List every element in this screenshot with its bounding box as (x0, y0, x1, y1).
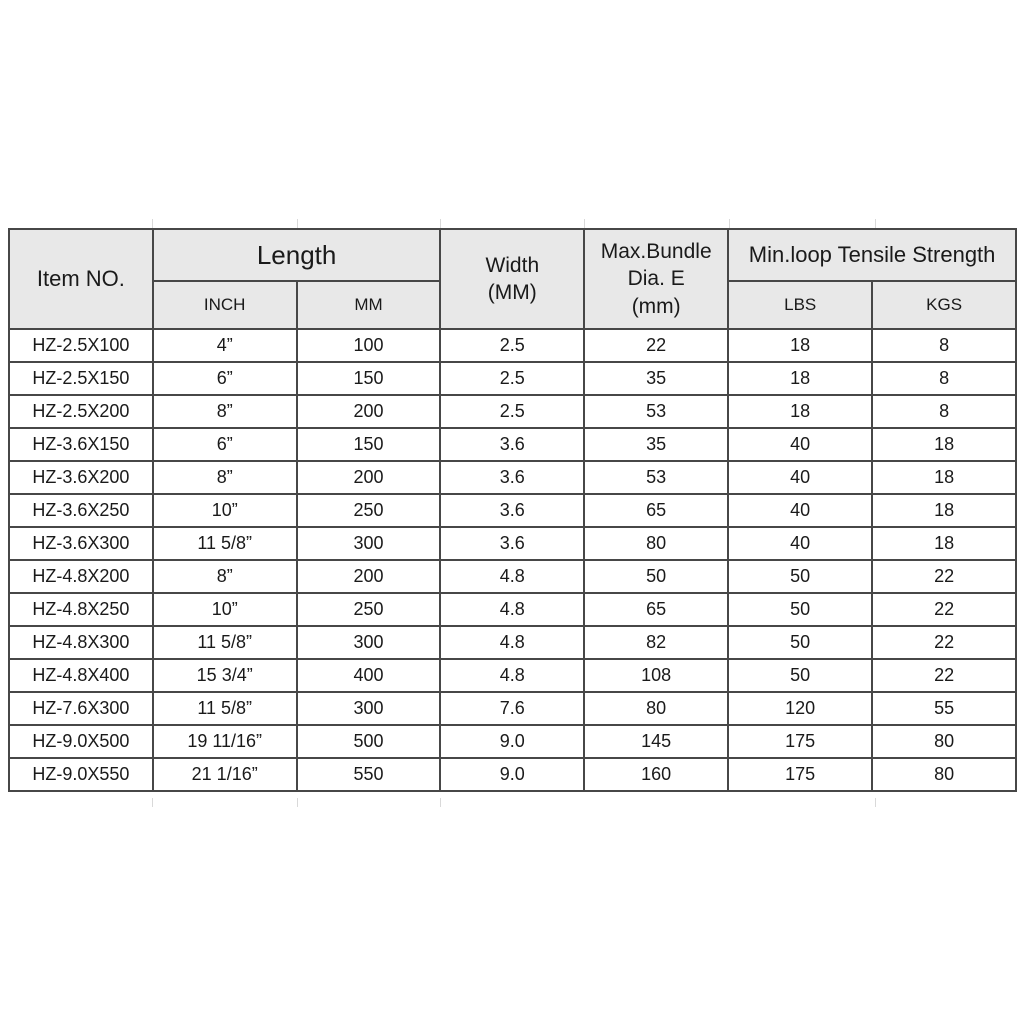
cell-length-mm: 200 (297, 461, 441, 494)
cell-item-no: HZ-3.6X300 (9, 527, 153, 560)
cell-item-no: HZ-9.0X500 (9, 725, 153, 758)
cell-length-mm: 150 (297, 362, 441, 395)
table-row (9, 758, 1016, 791)
cell-tensile-lbs: 50 (728, 593, 872, 626)
table-row (9, 428, 1016, 461)
cell-max-bundle-dia: 50 (584, 560, 728, 593)
cell-max-bundle-dia: 108 (584, 659, 728, 692)
cell-max-bundle-dia: 80 (584, 527, 728, 560)
cell-tensile-kgs: 18 (872, 494, 1016, 527)
cell-tensile-kgs: 18 (872, 428, 1016, 461)
cell-tensile-kgs: 55 (872, 692, 1016, 725)
cell-tensile-kgs: 18 (872, 461, 1016, 494)
cell-max-bundle-dia: 22 (584, 329, 728, 362)
cell-length-inch: 19 11/16” (153, 725, 297, 758)
table-row (9, 692, 1016, 725)
cell-width-mm: 2.5 (440, 395, 584, 428)
cell-length-inch: 15 3/4” (153, 659, 297, 692)
cell-tensile-lbs: 40 (728, 461, 872, 494)
cell-tensile-lbs: 50 (728, 626, 872, 659)
cell-tensile-kgs: 22 (872, 560, 1016, 593)
table-row (9, 659, 1016, 692)
cell-length-mm: 500 (297, 725, 441, 758)
header-width-line1: Width (485, 253, 540, 277)
table-header (9, 229, 1016, 329)
cell-tensile-kgs: 8 (872, 395, 1016, 428)
gridline-stub (584, 219, 585, 228)
table-row (9, 593, 1016, 626)
cell-tensile-kgs: 18 (872, 527, 1016, 560)
header-item-no: Item NO. (9, 229, 153, 329)
cell-length-mm: 250 (297, 593, 441, 626)
cell-length-inch: 6” (153, 362, 297, 395)
cell-tensile-kgs: 8 (872, 362, 1016, 395)
gridline-stub (297, 798, 298, 807)
cell-item-no: HZ-4.8X200 (9, 560, 153, 593)
cell-tensile-lbs: 40 (728, 527, 872, 560)
cell-max-bundle-dia: 145 (584, 725, 728, 758)
header-length-inch: INCH (153, 281, 297, 329)
cell-tensile-lbs: 50 (728, 560, 872, 593)
cell-item-no: HZ-4.8X250 (9, 593, 153, 626)
header-max-bundle-line2: Dia. E (627, 267, 685, 291)
gridline-stub (440, 219, 441, 228)
header-tensile-lbs: LBS (728, 281, 872, 329)
gridline-stub (875, 219, 876, 228)
cell-tensile-lbs: 40 (728, 494, 872, 527)
cell-length-mm: 100 (297, 329, 441, 362)
cell-length-mm: 550 (297, 758, 441, 791)
table-row (9, 560, 1016, 593)
table-row (9, 329, 1016, 362)
cell-tensile-lbs: 18 (728, 395, 872, 428)
cell-item-no: HZ-4.8X400 (9, 659, 153, 692)
cell-width-mm: 3.6 (440, 428, 584, 461)
cell-length-mm: 400 (297, 659, 441, 692)
cell-length-inch: 21 1/16” (153, 758, 297, 791)
header-length: Length (153, 229, 441, 281)
cell-length-inch: 8” (153, 395, 297, 428)
table-row (9, 461, 1016, 494)
cell-max-bundle-dia: 160 (584, 758, 728, 791)
cell-length-mm: 150 (297, 428, 441, 461)
header-tensile-strength: Min.loop Tensile Strength (728, 229, 1016, 281)
gridline-stub (440, 798, 441, 807)
header-max-bundle-dia (584, 229, 728, 329)
cell-length-inch: 8” (153, 560, 297, 593)
table-body (9, 329, 1016, 791)
cell-length-inch: 11 5/8” (153, 692, 297, 725)
header-width-line2: (MM) (487, 281, 537, 304)
gridline-stub (297, 219, 298, 228)
cell-item-no: HZ-7.6X300 (9, 692, 153, 725)
cell-length-inch: 4” (153, 329, 297, 362)
cell-width-mm: 4.8 (440, 626, 584, 659)
table-row (9, 494, 1016, 527)
gridline-stub (875, 798, 876, 807)
cell-width-mm: 4.8 (440, 593, 584, 626)
cell-max-bundle-dia: 35 (584, 362, 728, 395)
cell-max-bundle-dia: 53 (584, 395, 728, 428)
cell-max-bundle-dia: 82 (584, 626, 728, 659)
cell-tensile-lbs: 120 (728, 692, 872, 725)
cell-tensile-kgs: 80 (872, 725, 1016, 758)
cell-width-mm: 4.8 (440, 659, 584, 692)
cell-tensile-lbs: 18 (728, 362, 872, 395)
cell-tensile-lbs: 175 (728, 758, 872, 791)
cell-width-mm: 3.6 (440, 527, 584, 560)
header-max-bundle-line3: (mm) (631, 294, 681, 318)
cell-item-no: HZ-2.5X200 (9, 395, 153, 428)
header-max-bundle-line1: Max.Bundle (600, 240, 712, 264)
cell-width-mm: 9.0 (440, 725, 584, 758)
cell-max-bundle-dia: 80 (584, 692, 728, 725)
cell-length-mm: 300 (297, 626, 441, 659)
gridline-stub (152, 219, 153, 228)
cell-length-mm: 250 (297, 494, 441, 527)
cell-width-mm: 3.6 (440, 461, 584, 494)
cell-length-inch: 6” (153, 428, 297, 461)
cell-width-mm: 7.6 (440, 692, 584, 725)
cell-length-mm: 300 (297, 527, 441, 560)
table-row (9, 395, 1016, 428)
cell-tensile-kgs: 22 (872, 626, 1016, 659)
cell-length-inch: 10” (153, 593, 297, 626)
header-width-mm (440, 229, 584, 329)
table-row (9, 626, 1016, 659)
table-row (9, 527, 1016, 560)
cell-tensile-kgs: 8 (872, 329, 1016, 362)
cell-width-mm: 4.8 (440, 560, 584, 593)
cell-length-mm: 200 (297, 560, 441, 593)
cell-length-mm: 300 (297, 692, 441, 725)
cell-item-no: HZ-3.6X200 (9, 461, 153, 494)
cell-item-no: HZ-3.6X150 (9, 428, 153, 461)
cell-length-inch: 11 5/8” (153, 527, 297, 560)
cell-item-no: HZ-9.0X550 (9, 758, 153, 791)
header-tensile-kgs: KGS (872, 281, 1016, 329)
cell-length-inch: 11 5/8” (153, 626, 297, 659)
cell-tensile-kgs: 22 (872, 593, 1016, 626)
cell-length-inch: 8” (153, 461, 297, 494)
cell-width-mm: 3.6 (440, 494, 584, 527)
table-row (9, 725, 1016, 758)
cell-item-no: HZ-2.5X100 (9, 329, 153, 362)
spec-table (8, 228, 1017, 792)
cell-width-mm: 2.5 (440, 329, 584, 362)
cell-tensile-kgs: 80 (872, 758, 1016, 791)
cell-length-mm: 200 (297, 395, 441, 428)
cell-length-inch: 10” (153, 494, 297, 527)
cell-tensile-lbs: 50 (728, 659, 872, 692)
cell-item-no: HZ-3.6X250 (9, 494, 153, 527)
header-length-mm: MM (297, 281, 441, 329)
gridline-stub (152, 798, 153, 807)
cell-max-bundle-dia: 35 (584, 428, 728, 461)
cell-tensile-kgs: 22 (872, 659, 1016, 692)
cell-width-mm: 9.0 (440, 758, 584, 791)
cell-max-bundle-dia: 65 (584, 593, 728, 626)
cell-item-no: HZ-2.5X150 (9, 362, 153, 395)
gridline-stub (729, 219, 730, 228)
cell-max-bundle-dia: 65 (584, 494, 728, 527)
cell-max-bundle-dia: 53 (584, 461, 728, 494)
cell-item-no: HZ-4.8X300 (9, 626, 153, 659)
cell-tensile-lbs: 40 (728, 428, 872, 461)
cell-tensile-lbs: 175 (728, 725, 872, 758)
table-row (9, 362, 1016, 395)
cell-width-mm: 2.5 (440, 362, 584, 395)
cell-tensile-lbs: 18 (728, 329, 872, 362)
